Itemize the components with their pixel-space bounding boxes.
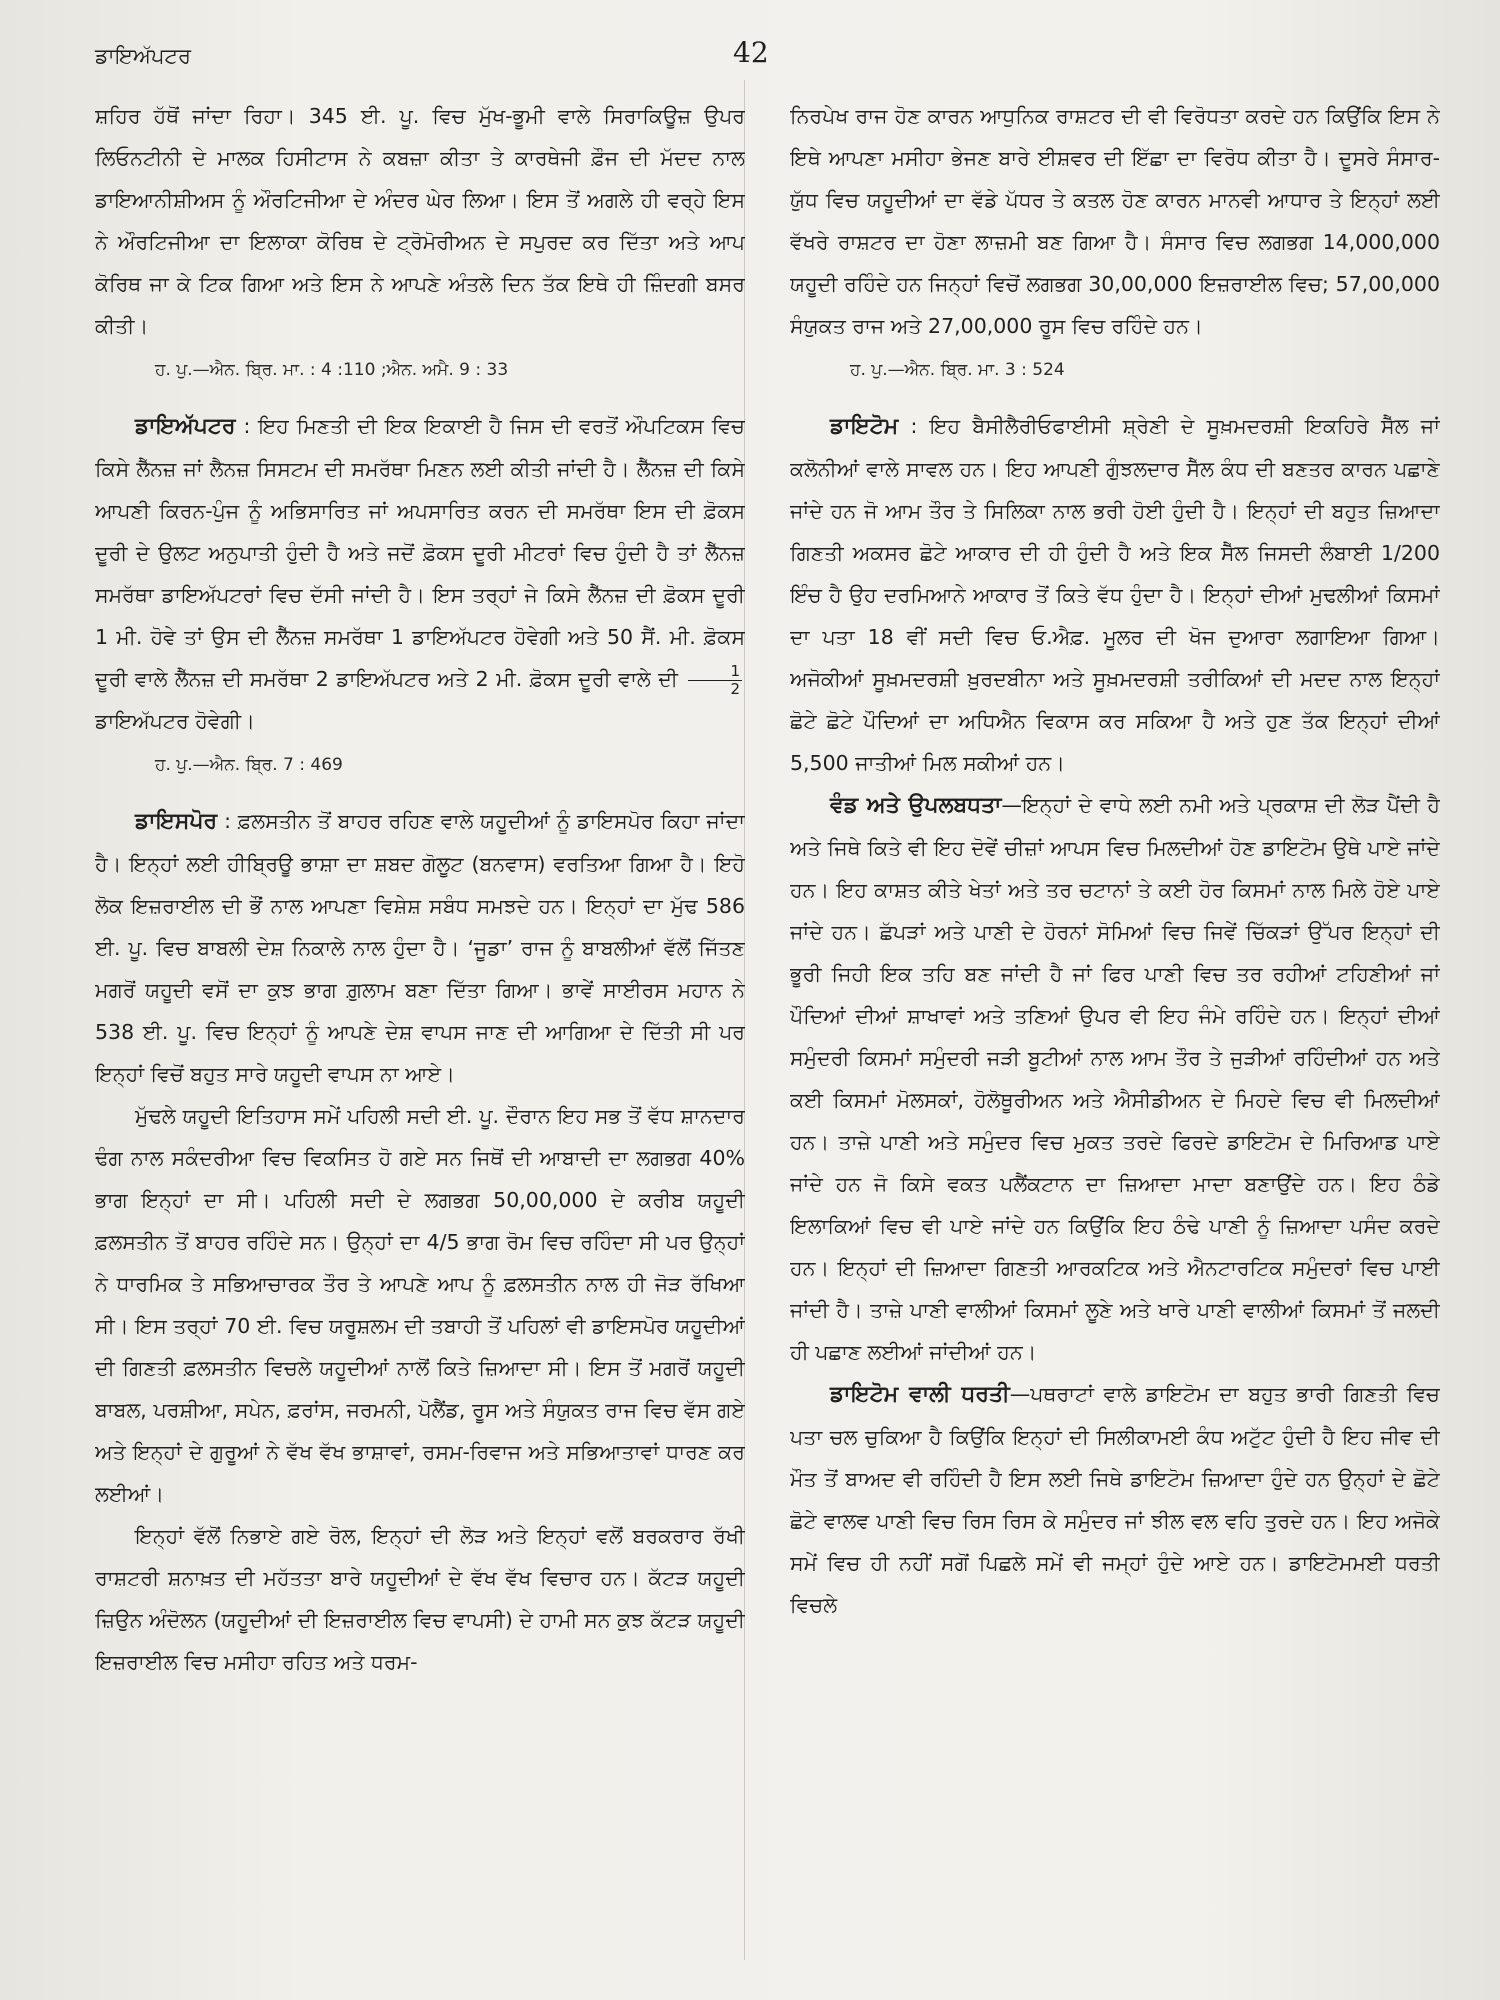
fraction-numerator: 1 [688, 663, 742, 681]
entry-text-diopter-end: ਡਾਇਅੱਪਟਰ ਹੋਵੇਗੀ। [95, 709, 255, 733]
fraction-one-half [688, 663, 742, 698]
subentry-term-diatomaceous-earth: ਡਾਇਟੋਮ ਵਾਲੀ ਧਰਤੀ [830, 1382, 1010, 1407]
fraction-denominator: 2 [730, 679, 740, 698]
entry-text-diatom: : ਇਹ ਬੈਸੀਲੈਰੀਓਫਾਈਸੀ ਸ਼੍ਰੇਣੀ ਦੇ ਸੂਖ਼ਮਦਰਸ਼ੀ ਇਕਹਿਰੇ ਸੈੱਲ ਜਾਂ ਕਲੋਨੀਆਂ ਵਾਲੇ ਸਾਵਲ ਹਨ। ਇਹ ਆਪਣੀ ਗੁੰਝਲਦਾਰ ਸੈੱਲ ਕੰਧ ਦੀ ਬਣਤਰ ਕਾਰਨ ਪਛਾਣੇ ਜਾਂਦੇ ਹਨ ਜੋ ਆਮ ਤੌਰ ਤੇ ਸਿਲਿਕਾ ਨਾਲ ਭਰੀ ਹੋਈ ਹੁੰਦੀ ਹੈ। ਇਨ੍ਹਾਂ ਦੀ ਬਹੁਤ ਜ਼ਿਆਦਾ ਗਿਣਤੀ ਅਕਸਰ ਛੋਟੇ ਆਕਾਰ ਦੀ ਹੀ ਹੁੰਦੀ ਹੈ ਅਤੇ ਇਕ ਸੈੱਲ ਜਿਸਦੀ ਲੰਬਾਈ 1/200 ਇੰਚ ਹੈ ਉਹ ਦਰਮਿਆਨੇ ਆਕਾਰ ਤੋਂ ਕਿਤੇ ਵੱਧ ਹੁੰਦਾ ਹੈ। ਇਨ੍ਹਾਂ ਦੀਆਂ ਮੁਢਲੀਆਂ ਕਿਸਮਾਂ ਦਾ ਪਤਾ 18 ਵੀਂ ਸਦੀ ਵਿਚ ਓ.ਐਫ਼. ਮੂਲਰ ਦੀ ਖੋਜ ਦੁਆਰਾ ਲਗਾਇਆ ਗਿਆ। ਅਜੋਕੀਆਂ ਸੂਖ਼ਮਦਰਸ਼ੀ ਖ਼ੁਰਦਬੀਨਾ ਅਤੇ ਸੂਖ਼ਮਦਰਸ਼ੀ ਤਰੀਕਿਆਂ ਦੀ ਮਦਦ ਨਾਲ ਇਨ੍ਹਾਂ ਛੋਟੇ ਛੋਟੇ ਪੌਦਿਆਂ ਦਾ ਅਧਿਐਨ ਵਿਕਾਸ ਕਰ ਸਕਿਆ ਹੈ ਅਤੇ ਹੁਣ ਤੱਕ ਇਨ੍ਹਾਂ ਦੀਆਂ 5,500 ਜਾਤੀਆਂ ਮਿਲ ਸਕੀਆਂ ਹਨ। [790, 414, 1440, 775]
reference-3: ਹ. ਪੁ.—ਐਨ. ਬ੍ਰਿ. ਮਾ. 3 : 524 [850, 360, 1065, 380]
subentry-term-distribution: ਵੰਡ ਅਤੇ ਉਪਲਬਧਤਾ [830, 793, 1002, 818]
entry-text-diopter: : ਇਹ ਮਿਣਤੀ ਦੀ ਇਕ ਇਕਾਈ ਹੈ ਜਿਸ ਦੀ ਵਰਤੋਂ ਔਪਟਿਕਸ ਵਿਚ ਕਿਸੇ ਲੈੱਨਜ਼ ਜਾਂ ਲੈਨਜ਼ ਸਿਸਟਮ ਦੀ ਸਮਰੱਥਾ ਮਿਣਨ ਲਈ ਕੀਤੀ ਜਾਂਦੀ ਹੈ। ਲੈੱਨਜ਼ ਦੀ ਕਿਸੇ ਆਪਣੀ ਕਿਰਨ-ਪੁੰਜ ਨੂੰ ਅਭਿਸਾਰਿਤ ਜਾਂ ਅਪਸਾਰਿਤ ਕਰਨ ਦੀ ਸਮਰੱਥਾ ਇਸ ਦੀ ਫ਼ੋਕਸ ਦੂਰੀ ਦੇ ਉਲਟ ਅਨੁਪਾਤੀ ਹੁੰਦੀ ਹੈ ਅਤੇ ਜਦੋਂ ਫ਼ੋਕਸ ਦੂਰੀ ਮੀਟਰਾਂ ਵਿਚ ਹੁੰਦੀ ਹੈ ਤਾਂ ਲੈੱਨਜ਼ ਸਮਰੱਥਾ ਡਾਇਅੱਪਟਰਾਂ ਵਿਚ ਦੱਸੀ ਜਾਂਦੀ ਹੈ। ਇਸ ਤਰ੍ਹਾਂ ਜੇ ਕਿਸੇ ਲੈੱਨਜ਼ ਦੀ ਫ਼ੋਕਸ ਦੂਰੀ 1 ਮੀ. ਹੋਵੇ ਤਾਂ ਉਸ ਦੀ ਲੈੱਨਜ਼ ਸਮਰੱਥਾ 1 ਡਾਇਅੱਪਟਰ ਹੋਵੇਗੀ ਅਤੇ 50 ਸੈਂ. ਮੀ. ਫ਼ੋਕਸ ਦੂਰੀ ਵਾਲੇ ਲੈੱਨਜ਼ ਦੀ ਸਮਰੱਥਾ 2 ਡਾਇਅੱਪਟਰ ਅਤੇ 2 ਮੀ. ਫ਼ੋਕਸ ਦੂਰੀ ਵਾਲੇ ਦੀ [95, 414, 745, 691]
entry-term-diaspora: ਡਾਇਸਪੋਰ [135, 809, 218, 834]
page-number: 42 [733, 36, 769, 69]
left-column [95, 95, 745, 1975]
entry-term-diatom: ਡਾਇਟੋਮ [830, 414, 899, 439]
running-head: ਡਾਇਅੱਪਟਰ [95, 44, 191, 68]
paragraph-diaspora-continued: ਨਿਰਪੇਖ ਰਾਜ ਹੋਣ ਕਾਰਨ ਆਧੁਨਿਕ ਰਾਸ਼ਟਰ ਦੀ ਵੀ ਵਿਰੋਧਤਾ ਕਰਦੇ ਹਨ ਕਿਉਂਕਿ ਇਸ ਨੇ ਇਥੇ ਆਪਣਾ ਮਸੀਹਾ ਭੇਜਣ ਬਾਰੇ ਈਸ਼ਵਰ ਦੀ ਇੱਛਾ ਦਾ ਵਿਰੋਧ ਕੀਤਾ ਹੈ। ਦੂਸਰੇ ਸੰਸਾਰ-ਯੁੱਧ ਵਿਚ ਯਹੂਦੀਆਂ ਦਾ ਵੱਡੇ ਪੱਧਰ ਤੇ ਕਤਲ ਹੋਣ ਕਾਰਨ ਮਾਨਵੀ ਆਧਾਰ ਤੇ ਇਨ੍ਹਾਂ ਲਈ ਵੱਖਰੇ ਰਾਸ਼ਟਰ ਦਾ ਹੋਣਾ ਲਾਜ਼ਮੀ ਬਣ ਗਿਆ ਹੈ। ਸੰਸਾਰ ਵਿਚ ਲਗਭਗ 14,000,000 ਯਹੂਦੀ ਰਹਿੰਦੇ ਹਨ ਜਿਨ੍ਹਾਂ ਵਿਚੋਂ ਲਗਭਗ 30,00,000 ਇਜ਼ਰਾਈਲ ਵਿਚ; 57,00,000 ਸੰਯੁਕਤ ਰਾਜ ਅਤੇ 27,00,000 ਰੂਸ ਵਿਚ ਰਹਿੰਦੇ ਹਨ। [790, 104, 1440, 338]
page-header [0, 34, 1500, 74]
entry-term-diopter: ਡਾਇਅੱਪਟਰ [135, 414, 236, 439]
reference-1: ਹ. ਪੁ.—ਐਨ. ਬ੍ਰਿ. ਮਾ. : 4 :110 ;ਐਨ. ਅਮੈ. 9 : 33 [155, 360, 509, 380]
entry-diaspora [95, 800, 745, 1095]
entry-diopter [95, 405, 745, 742]
subentry-text-diatomaceous-earth: —ਪਥਰਾਟਾਂ ਵਾਲੇ ਡਾਇਟੋਮ ਦਾ ਬਹੁਤ ਭਾਰੀ ਗਿਣਤੀ ਵਿਚ ਪਤਾ ਚਲ ਚੁਕਿਆ ਹੈ ਕਿਉਂਕਿ ਇਨ੍ਹਾਂ ਦੀ ਸਿਲੀਕਾਮਈ ਕੰਧ ਅਟੁੱਟ ਹੁੰਦੀ ਹੈ ਇਹ ਜੀਵ ਦੀ ਮੌਤ ਤੋਂ ਬਾਅਦ ਵੀ ਰਹਿੰਦੀ ਹੈ ਇਸ ਲਈ ਜਿਥੇ ਡਾਇਟੋਮ ਜ਼ਿਆਦਾ ਹੁੰਦੇ ਹਨ ਉਨ੍ਹਾਂ ਦੇ ਛੋਟੇ ਛੋਟੇ ਵਾਲਵ ਪਾਣੀ ਵਿਚ ਰਿਸ ਰਿਸ ਕੇ ਸਮੁੰਦਰ ਜਾਂ ਝੀਲ ਵਲ ਵਹਿ ਤੁਰਦੇ ਹਨ। ਇਹ ਅਜੋਕੇ ਸਮੇਂ ਵਿਚ ਹੀ ਨਹੀਂ ਸਗੋਂ ਪਿਛਲੇ ਸਮੇਂ ਵੀ ਜਮ੍ਹਾਂ ਹੁੰਦੇ ਆਏ ਹਨ। ਡਾਇਟੋਮਮਈ ਧਰਤੀ ਵਿਚਲੇ [790, 1382, 1440, 1617]
subentry-distribution [790, 784, 1440, 1373]
paragraph-syracuse-end: ਸ਼ਹਿਰ ਹੱਥੋਂ ਜਾਂਦਾ ਰਿਹਾ। 345 ਈ. ਪੂ. ਵਿਚ ਮੁੱਖ-ਭੂਮੀ ਵਾਲੇ ਸਿਰਾਕਿਊਜ਼ ਉਪਰ ਲਿਓਨਟੀਨੀ ਦੇ ਮਾਲਕ ਹਿਸੀਟਾਸ ਨੇ ਕਬਜ਼ਾ ਕੀਤਾ ਤੇ ਕਾਰਥੇਜੀ ਫ਼ੌਜ ਦੀ ਮੱਦਦ ਨਾਲ ਡਾਇਆਨੀਸ਼ੀਅਸ ਨੂੰ ਔਰਟਿਜੀਆ ਦੇ ਅੰਦਰ ਘੇਰ ਲਿਆ। ਇਸ ਤੋਂ ਅਗਲੇ ਹੀ ਵਰ੍ਹੇ ਇਸ ਨੇ ਔਰਟਿਜੀਆ ਦਾ ਇਲਾਕਾ ਕੋਰਿਥ ਦੇ ਟ੍ਰੋਮੋਰੀਅਨ ਦੇ ਸਪੁਰਦ ਕਰ ਦਿੱਤਾ ਅਤੇ ਆਪ ਕੋਰਿਥ ਜਾ ਕੇ ਟਿਕ ਗਿਆ ਅਤੇ ਇਸ ਨੇ ਆਪਣੇ ਅੰਤਲੇ ਦਿਨ ਤੱਕ ਇਥੇ ਹੀ ਜ਼ਿੰਦਗੀ ਬਸਰ ਕੀਤੀ। [95, 104, 745, 338]
right-column [790, 95, 1440, 1975]
entry-diatom [790, 405, 1440, 784]
paragraph-early-history: ਮੁੱਢਲੇ ਯਹੂਦੀ ਇਤਿਹਾਸ ਸਮੇਂ ਪਹਿਲੀ ਸਦੀ ਈ. ਪੂ. ਦੌਰਾਨ ਇਹ ਸਭ ਤੋਂ ਵੱਧ ਸ਼ਾਨਦਾਰ ਢੰਗ ਨਾਲ ਸਕੰਦਰੀਆ ਵਿਚ ਵਿਕਸਿਤ ਹੋ ਗਏ ਸਨ ਜਿਥੋਂ ਦੀ ਆਬਾਦੀ ਦਾ ਲਗਭਗ 40% ਭਾਗ ਇਨ੍ਹਾਂ ਦਾ ਸੀ। ਪਹਿਲੀ ਸਦੀ ਦੇ ਲਗਭਗ 50,00,000 ਦੇ ਕਰੀਬ ਯਹੂਦੀ ਫ਼ਲਸਤੀਨ ਤੋਂ ਬਾਹਰ ਰਹਿੰਦੇ ਸਨ। ਉਨ੍ਹਾਂ ਦਾ 4/5 ਭਾਗ ਰੋਮ ਵਿਚ ਰਹਿੰਦਾ ਸੀ ਪਰ ਉਨ੍ਹਾਂ ਨੇ ਧਾਰਮਿਕ ਤੇ ਸਭਿਆਚਾਰਕ ਤੌਰ ਤੇ ਆਪਣੇ ਆਪ ਨੂੰ ਫ਼ਲਸਤੀਨ ਨਾਲ ਹੀ ਜੋੜ ਰੱਖਿਆ ਸੀ। ਇਸ ਤਰ੍ਹਾਂ 70 ਈ. ਵਿਚ ਯਰੂਸ਼ਲਮ ਦੀ ਤਬਾਹੀ ਤੋਂ ਪਹਿਲਾਂ ਵੀ ਡਾਇਸਪੋਰ ਯਹੂਦੀਆਂ ਦੀ ਗਿਣਤੀ ਫ਼ਲਸਤੀਨ ਵਿਚਲੇ ਯਹੂਦੀਆਂ ਨਾਲੋਂ ਕਿਤੇ ਜ਼ਿਆਦਾ ਸੀ। ਇਸ ਤੋਂ ਮਗਰੋਂ ਯਹੂਦੀ ਬਾਬਲ, ਪਰਸ਼ੀਆ, ਸਪੇਨ, ਫ਼ਰਾਂਸ, ਜਰਮਨੀ, ਪੋਲੈਂਡ, ਰੂਸ ਅਤੇ ਸੰਯੁਕਤ ਰਾਜ ਵਿਚ ਵੱਸ ਗਏ ਅਤੇ ਇਨ੍ਹਾਂ ਦੇ ਗੁਰੂਆਂ ਨੇ ਵੱਖ ਵੱਖ ਭਾਸ਼ਾਵਾਂ, ਰਸਮ-ਰਿਵਾਜ ਅਤੇ ਸਭਿਆਤਾਵਾਂ ਧਾਰਣ ਕਰ ਲਈਆਂ। [95, 1104, 745, 1506]
entry-text-diaspora: : ਫ਼ਲਸਤੀਨ ਤੋਂ ਬਾਹਰ ਰਹਿਣ ਵਾਲੇ ਯਹੂਦੀਆਂ ਨੂੰ ਡਾਇਸਪੋਰ ਕਿਹਾ ਜਾਂਦਾ ਹੈ। ਇਨ੍ਹਾਂ ਲਈ ਹੀਬ੍ਰਿਊ ਭਾਸ਼ਾ ਦਾ ਸ਼ਬਦ ਗੋਲੂਟ (ਬਨਵਾਸ) ਵਰਤਿਆ ਗਿਆ ਹੈ। ਇਹੋ ਲੋਕ ਇਜ਼ਰਾਈਲ ਦੀ ਭੌਂ ਨਾਲ ਆਪਣਾ ਵਿਸ਼ੇਸ਼ ਸਬੰਧ ਸਮਝਦੇ ਹਨ। ਇਨ੍ਹਾਂ ਦਾ ਮੁੱਢ 586 ਈ. ਪੂ. ਵਿਚ ਬਾਬਲੀ ਦੇਸ਼ ਨਿਕਾਲੇ ਨਾਲ ਹੁੰਦਾ ਹੈ। ‘ਜੂਡਾ’ ਰਾਜ ਨੂੰ ਬਾਬਲੀਆਂ ਵੱਲੋਂ ਜਿੱਤਣ ਮਗਰੋਂ ਯਹੂਦੀ ਵਸੋਂ ਦਾ ਕੁਝ ਭਾਗ ਗ਼ੁਲਾਮ ਬਣਾ ਦਿੱਤਾ ਗਿਆ। ਭਾਵੇਂ ਸਾਈਰਸ ਮਹਾਨ ਨੇ 538 ਈ. ਪੂ. ਵਿਚ ਇਨ੍ਹਾਂ ਨੂੰ ਆਪਣੇ ਦੇਸ਼ ਵਾਪਸ ਜਾਣ ਦੀ ਆਗਿਆ ਦੇ ਦਿੱਤੀ ਸੀ ਪਰ ਇਨ੍ਹਾਂ ਵਿਚੋਂ ਬਹੁਤ ਸਾਰੇ ਯਹੂਦੀ ਵਾਪਸ ਨਾ ਆਏ। [95, 809, 745, 1086]
subentry-diatomaceous-earth [790, 1373, 1440, 1626]
subentry-text-distribution: —ਇਨ੍ਹਾਂ ਦੇ ਵਾਧੇ ਲਈ ਨਮੀ ਅਤੇ ਪ੍ਰਕਾਸ਼ ਦੀ ਲੋੜ ਪੈਂਦੀ ਹੈ ਅਤੇ ਜਿਥੇ ਕਿਤੇ ਵੀ ਇਹ ਦੋਵੇਂ ਚੀਜ਼ਾਂ ਆਪਸ ਵਿਚ ਮਿਲਦੀਆਂ ਹੋਣ ਡਾਇਟੋਮ ਉਥੇ ਪਾਏ ਜਾਂਦੇ ਹਨ। ਇਹ ਕਾਸ਼ਤ ਕੀਤੇ ਖੇਤਾਂ ਅਤੇ ਤਰ ਚਟਾਨਾਂ ਤੇ ਕਈ ਹੋਰ ਕਿਸਮਾਂ ਨਾਲ ਮਿਲੇ ਹੋਏ ਪਾਏ ਜਾਂਦੇ ਹਨ। ਛੱਪੜਾਂ ਅਤੇ ਪਾਣੀ ਦੇ ਹੋਰਨਾਂ ਸੋਮਿਆਂ ਵਿਚ ਜਿਵੇਂ ਚਿੱਕੜਾਂ ਉੱਪਰ ਇਨ੍ਹਾਂ ਦੀ ਭੂਰੀ ਜਿਹੀ ਇਕ ਤਹਿ ਬਣ ਜਾਂਦੀ ਹੈ ਜਾਂ ਫਿਰ ਪਾਣੀ ਵਿਚ ਤਰ ਰਹੀਆਂ ਟਹਿਣੀਆਂ ਜਾਂ ਪੌਦਿਆਂ ਦੀਆਂ ਸ਼ਾਖਾਵਾਂ ਅਤੇ ਤਣਿਆਂ ਉਪਰ ਵੀ ਇਹ ਜੰਮੇ ਰਹਿੰਦੇ ਹਨ। ਇਨ੍ਹਾਂ ਦੀਆਂ ਸਮੁੰਦਰੀ ਕਿਸਮਾਂ ਸਮੁੰਦਰੀ ਜੜੀ ਬੂਟੀਆਂ ਨਾਲ ਆਮ ਤੌਰ ਤੇ ਜੁੜੀਆਂ ਰਹਿੰਦੀਆਂ ਹਨ ਅਤੇ ਕਈ ਕਿਸਮਾਂ ਮੋਲਸਕਾਂ, ਹੋਲੋਥੂਰੀਅਨ ਅਤੇ ਐਸੀਡੀਅਨ ਦੇ ਮਿਹਦੇ ਵਿਚ ਵੀ ਮਿਲਦੀਆਂ ਹਨ। ਤਾਜ਼ੇ ਪਾਣੀ ਅਤੇ ਸਮੁੰਦਰ ਵਿਚ ਮੁਕਤ ਤਰਦੇ ਫਿਰਦੇ ਡਾਇਟੋਮ ਦੇ ਮਿਰਿਆਡ ਪਾਏ ਜਾਂਦੇ ਹਨ ਜੋ ਕਿਸੇ ਵਕਤ ਪਲੈਂਕਟਾਨ ਦਾ ਜ਼ਿਆਦਾ ਮਾਦਾ ਬਣਾਉਂਦੇ ਹਨ। ਇਹ ਠੰਡੇ ਇਲਾਕਿਆਂ ਵਿਚ ਵੀ ਪਾਏ ਜਾਂਦੇ ਹਨ ਕਿਉਂਕਿ ਇਹ ਠੰਢੇ ਪਾਣੀ ਨੂੰ ਜ਼ਿਆਦਾ ਪਸੰਦ ਕਰਦੇ ਹਨ। ਇਨ੍ਹਾਂ ਦੀ ਜ਼ਿਆਦਾ ਗਿਣਤੀ ਆਰਕਟਿਕ ਅਤੇ ਐਨਟਾਰਟਿਕ ਸਮੁੰਦਰਾਂ ਵਿਚ ਪਾਈ ਜਾਂਦੀ ਹੈ। ਤਾਜ਼ੇ ਪਾਣੀ ਵਾਲੀਆਂ ਕਿਸਮਾਂ ਲੂਣੇ ਅਤੇ ਖਾਰੇ ਪਾਣੀ ਵਾਲੀਆਂ ਕਿਸਮਾਂ ਤੋਂ ਜਲਦੀ ਹੀ ਪਛਾਣ ਲਈਆਂ ਜਾਂਦੀਆਂ ਹਨ। [790, 793, 1440, 1364]
paragraph-roles: ਇਨ੍ਹਾਂ ਵੱਲੋਂ ਨਿਭਾਏ ਗਏ ਰੋਲ, ਇਨ੍ਹਾਂ ਦੀ ਲੋੜ ਅਤੇ ਇਨ੍ਹਾਂ ਵਲੋਂ ਬਰਕਰਾਰ ਰੱਖੀ ਰਾਸ਼ਟਰੀ ਸ਼ਨਾਖ਼ਤ ਦੀ ਮਹੱਤਤਾ ਬਾਰੇ ਯਹੂਦੀਆਂ ਦੇ ਵੱਖ ਵੱਖ ਵਿਚਾਰ ਹਨ। ਕੱਟੜ ਯਹੂਦੀ ਜ਼ਿਉਨ ਅੰਦੋਲਨ (ਯਹੂਦੀਆਂ ਦੀ ਇਜ਼ਰਾਈਲ ਵਿਚ ਵਾਪਸੀ) ਦੇ ਹਾਮੀ ਸਨ ਕੁਝ ਕੱਟੜ ਯਹੂਦੀ ਇਜ਼ਰਾਈਲ ਵਿਚ ਮਸੀਹਾ ਰਹਿਤ ਅਤੇ ਧਰਮ- [95, 1524, 745, 1674]
reference-2: ਹ. ਪੁ.—ਐਨ. ਬ੍ਰਿ. 7 : 469 [155, 755, 343, 775]
